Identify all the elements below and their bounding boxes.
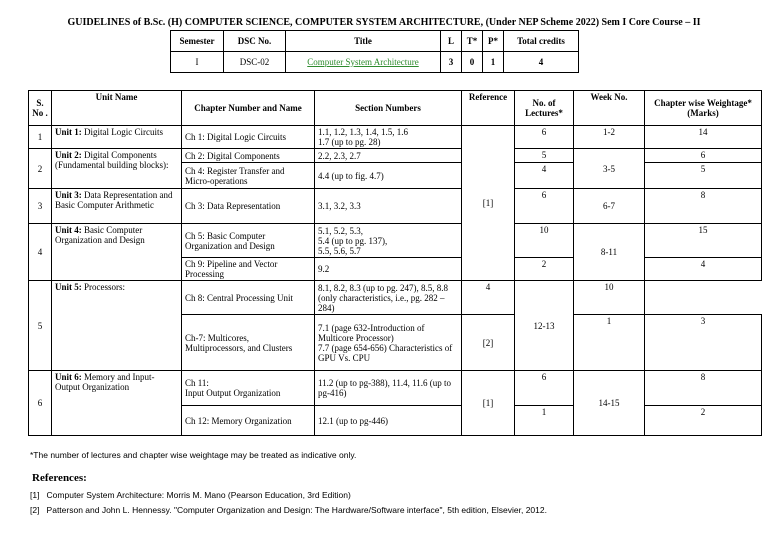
header-dsc-no: DSC No. — [224, 31, 286, 52]
unit-name-cell: Unit 6: Memory and Input-Output Organization — [52, 371, 182, 436]
header-reference: Reference — [462, 91, 515, 126]
reference-cell: [1] — [462, 371, 515, 436]
section-cell: 8.1, 8.2, 8.3 (up to pg. 247), 8.5, 8.8 (only characteristics, i.e., pg. 282 – 284) — [315, 281, 462, 315]
course-value-row — [171, 52, 579, 73]
section-cell: 7.1 (page 632-Introduction of Multicore Processor) 7.7 (page 654-656) Characteristics of GPU Vs. CPU — [315, 315, 462, 371]
lectures-cell: 6 — [515, 126, 574, 149]
header-section: Section Numbers — [315, 91, 462, 126]
section-cell: 12.1 (up to pg-446) — [315, 406, 462, 436]
chapter-cell: Ch 3: Data Representation — [182, 189, 315, 224]
header-lectures: No. of Lectures* — [515, 91, 574, 126]
chapter-cell: Ch-7: Multicores, Multiprocessors, and Clusters — [182, 315, 315, 371]
chapter-cell: Ch 5: Basic Computer Organization and Design — [182, 224, 315, 258]
lectures-cell: 2 — [515, 258, 574, 281]
lectures-cell: 6 — [515, 371, 574, 406]
lectures-cell: 4 — [515, 163, 574, 189]
sno-cell: 3 — [29, 189, 52, 224]
unit-name-cell: Unit 1: Digital Logic Circuits — [52, 126, 182, 149]
table-row — [29, 224, 762, 258]
page-title: GUIDELINES of B.Sc. (H) COMPUTER SCIENCE, COMPUTER SYSTEM ARCHITECTURE, (Under NEP Scheme 2022) Sem I Core Course – II — [67, 17, 701, 28]
t-value: 0 — [462, 52, 483, 73]
section-cell: 4.4 (up to fig. 4.7) — [315, 163, 462, 189]
header-title: Title — [286, 31, 441, 52]
l-value: 3 — [441, 52, 462, 73]
credits-value: 4 — [504, 52, 579, 73]
section-cell: 3.1, 3.2, 3.3 — [315, 189, 462, 224]
marks-cell: 2 — [645, 406, 762, 436]
p-value: 1 — [483, 52, 504, 73]
footnote: *The number of lectures and chapter wise weightage may be treated as indicative only. — [30, 450, 357, 460]
sno-cell: 5 — [29, 281, 52, 371]
table-row — [29, 189, 762, 224]
course-title-link[interactable]: Computer System Architecture — [307, 57, 419, 67]
week-cell: 1-2 — [574, 126, 645, 149]
week-cell: 14-15 — [574, 371, 645, 436]
marks-cell: 3 — [645, 315, 762, 371]
marks-cell: 8 — [645, 371, 762, 406]
section-cell: 9.2 — [315, 258, 462, 281]
course-info-table — [170, 30, 579, 73]
marks-cell: 5 — [645, 163, 762, 189]
marks-cell: 4 — [645, 258, 762, 281]
sno-cell: 2 — [29, 149, 52, 189]
section-cell: 2.2, 2.3, 2.7 — [315, 149, 462, 163]
header-sno: S. No . — [29, 91, 52, 126]
reference-number: [2] — [30, 505, 40, 515]
table-header-row — [29, 91, 762, 126]
lectures-cell: 1 — [515, 406, 574, 436]
chapter-cell: Ch 1: Digital Logic Circuits — [182, 126, 315, 149]
chapter-cell: Ch 12: Memory Organization — [182, 406, 315, 436]
week-cell: 8-11 — [574, 224, 645, 281]
lectures-cell: 1 — [574, 315, 645, 371]
marks-cell: 8 — [645, 189, 762, 224]
semester-value: I — [171, 52, 224, 73]
reference-text: Computer System Architecture: Morris M. Mano (Pearson Education, 3rd Edition) — [46, 490, 351, 500]
marks-cell: 6 — [645, 149, 762, 163]
chapter-cell: Ch 9: Pipeline and Vector Processing — [182, 258, 315, 281]
dsc-value: DSC-02 — [224, 52, 286, 73]
week-cell: 12-13 — [515, 281, 574, 371]
unit-name-cell: Unit 4: Basic Computer Organization and Design — [52, 224, 182, 281]
sno-cell: 6 — [29, 371, 52, 436]
unit-name-cell: Unit 5: Processors: — [52, 281, 182, 371]
chapter-cell: Ch 11: Input Output Organization — [182, 371, 315, 406]
section-cell: 1.1, 1.2, 1.3, 1.4, 1.5, 1.6 1.7 (up to pg. 28) — [315, 126, 462, 149]
lectures-cell: 10 — [515, 224, 574, 258]
section-cell: 11.2 (up to pg-388), 11.4, 11.6 (up to pg-416) — [315, 371, 462, 406]
sno-cell: 4 — [29, 224, 52, 281]
reference-number: [1] — [30, 490, 40, 500]
header-total-credits: Total credits — [504, 31, 579, 52]
sno-cell: 1 — [29, 126, 52, 149]
lectures-cell: 6 — [515, 189, 574, 224]
header-p: P* — [483, 31, 504, 52]
chapter-cell: Ch 2: Digital Components — [182, 149, 315, 163]
header-l: L — [441, 31, 462, 52]
course-header-row — [171, 31, 579, 52]
table-row — [29, 149, 762, 163]
week-cell: 3-5 — [574, 149, 645, 189]
lectures-cell: 5 — [515, 149, 574, 163]
reference-text: Patterson and John L. Hennessy. "Computer Organization and Design: The Hardware/Software interface", 5th edition, Elsevier, 2012. — [46, 505, 547, 515]
reference-cell: [2] — [462, 315, 515, 371]
reference-cell: [1] — [462, 126, 515, 281]
header-chapter: Chapter Number and Name — [182, 91, 315, 126]
unit-name-cell: Unit 2: Digital Components (Fundamental building blocks): — [52, 149, 182, 189]
reference-item — [30, 505, 547, 515]
section-cell: 5.1, 5.2, 5.3, 5.4 (up to pg. 137), 5.5, 5.6, 5.7 — [315, 224, 462, 258]
header-semester: Semester — [171, 31, 224, 52]
table-row — [29, 126, 762, 149]
header-week: Week No. — [574, 91, 645, 126]
chapter-cell: Ch 4: Register Transfer and Micro-operations — [182, 163, 315, 189]
marks-cell: 10 — [574, 281, 645, 315]
header-weightage: Chapter wise Weightage* (Marks) — [645, 91, 762, 126]
syllabus-table — [28, 90, 762, 436]
week-cell: 6-7 — [574, 189, 645, 224]
table-row — [29, 281, 762, 315]
header-unit-name: Unit Name — [52, 91, 182, 126]
header-t: T* — [462, 31, 483, 52]
reference-item — [30, 490, 351, 500]
unit-name-cell: Unit 3: Data Representation and Basic Computer Arithmetic — [52, 189, 182, 224]
chapter-cell: Ch 8: Central Processing Unit — [182, 281, 315, 315]
references-heading: References: — [32, 472, 87, 484]
table-row — [29, 371, 762, 406]
marks-cell: 15 — [645, 224, 762, 258]
marks-cell: 14 — [645, 126, 762, 149]
lectures-cell: 4 — [462, 281, 515, 315]
